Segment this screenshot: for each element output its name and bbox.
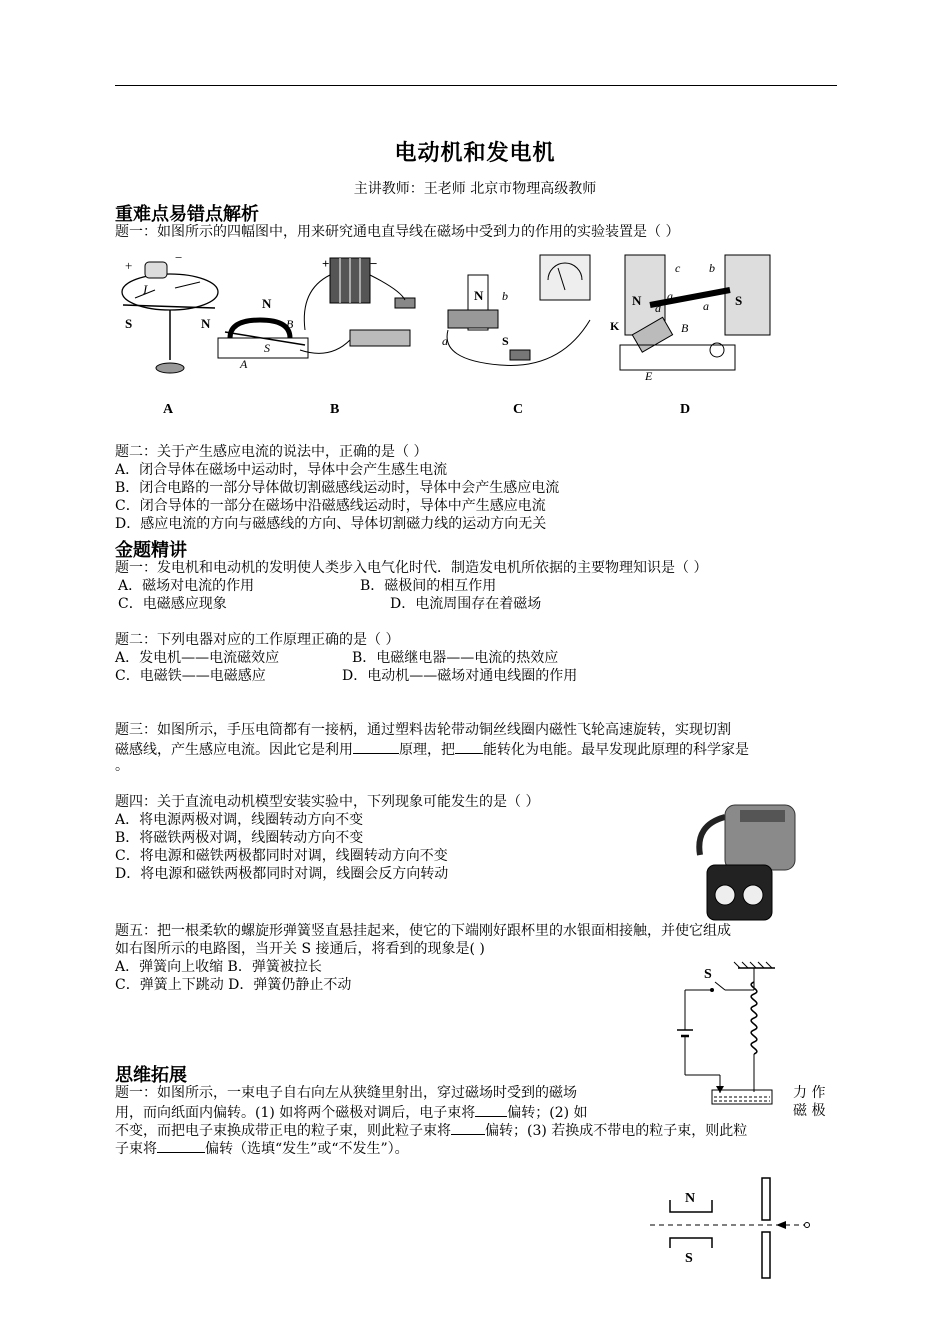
- header-rule: [115, 85, 837, 86]
- question-stem: 题二：下列电器对应的工作原理正确的是（ ）: [115, 632, 400, 648]
- fig-c-n: N: [474, 288, 484, 303]
- question-stem: 题四：关于直流电动机模型安装实验中，下列现象可能发生的是（ ）: [115, 794, 540, 810]
- fig-b-bpoint: B: [286, 317, 294, 331]
- option-d: D．电动机——磁场对通电线圈的作用: [342, 668, 578, 684]
- section-heading: 思维拓展: [115, 1065, 187, 1086]
- switch-label: S: [704, 967, 712, 982]
- question-line: 题三：如图所示，手压电筒都有一接柄，通过塑料齿轮带动铜丝线圈内磁性飞轮高速旋转，实现切割: [115, 722, 731, 738]
- option-a: A．发电机——电流磁效应: [115, 650, 280, 666]
- option-b: B．磁极间的相互作用: [360, 578, 497, 594]
- question-text: 偏转（选填“发生”或“不发生”）。: [205, 1141, 409, 1157]
- option-c: C．电磁感应现象: [118, 596, 227, 612]
- page-title: 电动机和发电机: [394, 141, 556, 166]
- magnet-s-label: S: [685, 1251, 693, 1266]
- question-line: [115, 1138, 409, 1158]
- question-line: [115, 1102, 588, 1122]
- question-text: 偏转；(3) 若换成不带电的粒子束，则此粒: [485, 1123, 748, 1139]
- answer-blank[interactable]: [455, 739, 483, 754]
- figure-label-b: B: [330, 402, 340, 417]
- question-text: 偏转；(2) 如: [507, 1105, 588, 1121]
- question-line: 磁 极: [793, 1103, 826, 1119]
- option-b: B．闭合电路的一部分导体做切割磁感线运动时，导体中会产生感应电流: [115, 480, 560, 496]
- fig-b-s: S: [264, 341, 270, 355]
- fig-a-plus: +: [125, 258, 133, 273]
- fig-b-plus: +: [322, 256, 330, 271]
- option-a: A．闭合导体在磁场中运动时，导体中会产生感生电流: [115, 462, 448, 478]
- flashlight-image: [695, 795, 800, 925]
- spring-circuit-figure: [670, 960, 780, 1110]
- fig-d-c: c: [675, 261, 681, 275]
- figure-b: [210, 250, 430, 385]
- question-stem: 题一：发电机和电动机的发明使人类步入电气化时代．制造发电机所依据的主要物理知识是（ ）: [115, 560, 708, 576]
- question-line: 题五：把一根柔软的螺旋形弹簧竖直悬挂起来，使它的下端刚好跟杯里的水银面相接触，并使它组成: [115, 923, 731, 939]
- fig-d-a1: a: [667, 289, 673, 303]
- option-d: D．电流周围存在着磁场: [390, 596, 542, 612]
- option-row: A．弹簧向上收缩 B．弹簧被拉长: [115, 959, 322, 975]
- fig-a-s: S: [125, 316, 133, 331]
- fig-c-s: S: [502, 334, 509, 348]
- question-text: 不变，而把电子束换成带正电的粒子束，则此粒子束将: [115, 1123, 451, 1139]
- fig-d-b: b: [709, 261, 715, 275]
- question-line: 。: [115, 758, 129, 774]
- figure-label-a: A: [163, 402, 174, 417]
- fig-b-apoint: A: [240, 357, 248, 371]
- figure-label-c: C: [513, 402, 524, 417]
- fig-d-n: N: [632, 293, 642, 308]
- fig-b-minus: −: [370, 256, 378, 271]
- option-c: C．闭合导体的一部分在磁场中沿磁感线运动时，导体中产生感应电流: [115, 498, 546, 514]
- figure-a: [115, 250, 225, 385]
- answer-blank[interactable]: [451, 1120, 485, 1135]
- figure-d: [605, 250, 775, 385]
- section-heading: 金题精讲: [115, 540, 187, 561]
- answer-blank[interactable]: [157, 1138, 205, 1153]
- answer-blank[interactable]: [353, 739, 399, 754]
- magnet-n-label: N: [685, 1191, 696, 1206]
- fig-c-a: a: [442, 334, 448, 348]
- fig-a-n: N: [201, 316, 211, 331]
- fig-d-d: d: [655, 301, 661, 315]
- option-c: C．电磁铁——电磁感应: [115, 668, 266, 684]
- fig-a-current: I: [143, 282, 148, 297]
- fig-d-k: K: [610, 319, 620, 333]
- option-c: C．将电源和磁铁两极都同时对调，线圈转动方向不变: [115, 848, 448, 864]
- question-text: 原理，把: [399, 742, 455, 758]
- figure-label-d: D: [680, 402, 691, 417]
- answer-blank[interactable]: [475, 1102, 507, 1117]
- option-row: C．弹簧上下跳动 D．弹簧仍静止不动: [115, 977, 352, 993]
- page-subtitle: 主讲教师：王老师 北京市物理高级教师: [353, 181, 597, 197]
- question-text: 能转化为电能。最早发现此原理的科学家是: [483, 742, 749, 758]
- question-line: 如右图所示的电路图，当开关 S 接通后，将看到的现象是( ): [115, 941, 485, 957]
- option-d: D．感应电流的方向与磁感线的方向、导体切割磁力线的运动方向无关: [115, 516, 547, 532]
- option-a: A．磁场对电流的作用: [118, 578, 255, 594]
- fig-b-n: N: [262, 296, 272, 311]
- fig-d-a2: a: [703, 299, 709, 313]
- question-text: 用，而向纸面内偏转。(1) 如将两个磁极对调后，电子束将: [115, 1105, 476, 1121]
- question-line: 题一：如图所示，一束电子自右向左从狭缝里射出，穿过磁场时受到的磁场: [115, 1085, 577, 1101]
- fig-d-e: E: [645, 369, 653, 383]
- question-stem: 题一：如图所示的四幅图中，用来研究通电直导线在磁场中受到力的作用的实验装置是（ ）: [115, 224, 680, 240]
- option-d: D．将电源和磁铁两极都同时对调，线圈会反方向转动: [115, 866, 449, 882]
- question-text: 磁感线，产生感应电流。因此它是利用: [115, 742, 353, 758]
- fig-d-bb: B: [681, 321, 689, 335]
- option-a: A．将电源两极对调，线圈转动方向不变: [115, 812, 364, 828]
- magnet-beam-figure: [640, 1170, 820, 1285]
- figure-c: [440, 250, 600, 385]
- option-b: B．电磁继电器——电流的热效应: [352, 650, 559, 666]
- question-stem: 题二：关于产生感应电流的说法中，正确的是（ ）: [115, 444, 428, 460]
- fig-d-s: S: [735, 293, 743, 308]
- option-b: B．将磁铁两极对调，线圈转动方向不变: [115, 830, 364, 846]
- fig-c-b: b: [502, 289, 508, 303]
- fig-a-minus: −: [175, 250, 183, 265]
- question-line: [115, 739, 749, 759]
- question-text: 子束将: [115, 1141, 157, 1157]
- question-line: 力 作: [793, 1085, 826, 1101]
- section-heading: 重难点易错点解析: [115, 204, 259, 225]
- question-line: [115, 1120, 747, 1140]
